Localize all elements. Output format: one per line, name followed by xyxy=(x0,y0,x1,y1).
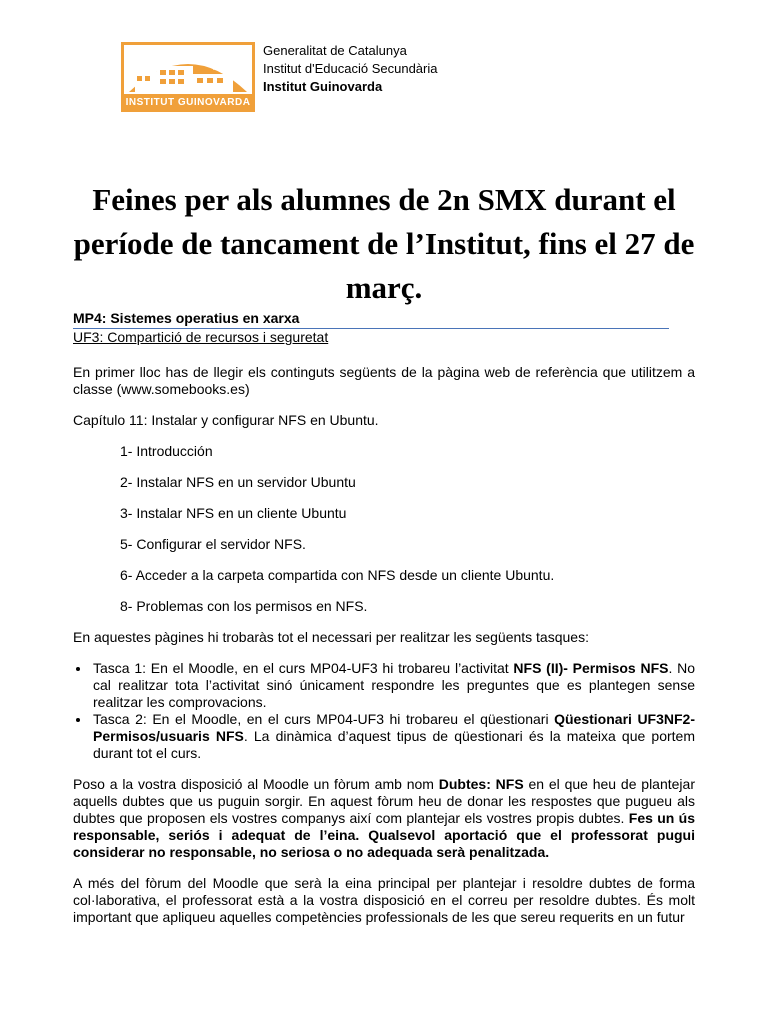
section-list xyxy=(120,443,695,615)
document-body xyxy=(73,310,695,940)
chapter-line: Capítulo 11: Instalar y configurar NFS en Ubuntu. xyxy=(73,412,379,428)
logo-piera-text: PIERA xyxy=(213,66,232,72)
institution-line-2: Institut d'Educació Secundària xyxy=(263,61,438,76)
document-title: Feines per als alumnes de 2n SMX durant el període de tancament de l’Institut, fins el 27 de març. xyxy=(73,182,695,305)
task-item-1: • Tasca 1: En el Moodle, en el curs MP04-UF3 hi trobareu l’activitat NFS (II)- Permisos NFS. No cal realitzar tota l’activitat sinó únicament respondre les preguntes que es plantegen sense realitzar les comprovacions. xyxy=(91,660,695,711)
institution-info xyxy=(263,42,437,96)
task-list xyxy=(73,660,695,762)
closing-paragraph: A més del fòrum del Moodle que serà la eina principal per plantejar i resoldre dubtes de forma col·laborativa, el professorat està a la vostra disposició en el correu per resoldre dubtes. És molt important que apliqueu aquelles competències professionals de les que sereu requerits en un futur xyxy=(73,875,695,925)
intro-paragraph: En primer lloc has de llegir els continguts següents de la pàgina web de referència que utilitzem a classe (www.somebooks.es) xyxy=(73,364,695,397)
section-item: 1- Introducción xyxy=(120,443,213,459)
section-item: 8- Problemas con los permisos en NFS. xyxy=(120,598,368,614)
task-item-2: • Tasca 2: En el Moodle, en el curs MP04-UF3 hi trobareu el qüestionari Qüestionari UF3NF2- Permisos/usuaris NFS. La dinàmica d’aquest tipus de qüestionari és la mateixa que portem durant tot el curs. xyxy=(91,711,695,762)
institution-name: Institut Guinovarda xyxy=(263,79,383,94)
institution-line-1: Generalitat de Catalunya xyxy=(263,43,407,58)
document-header xyxy=(121,42,561,112)
section-item: 2- Instalar NFS en un servidor Ubuntu xyxy=(120,474,356,490)
unit-heading: UF3: Compartició de recursos i seguretat xyxy=(73,329,329,345)
section-item: 6- Acceder a la carpeta compartida con NFS desde un cliente Ubuntu. xyxy=(120,567,555,583)
logo-text: INSTITUT GUINOVARDA xyxy=(125,97,251,108)
section-item: 5- Configurar el servidor NFS. xyxy=(120,536,306,552)
institut-guinovarda-logo xyxy=(121,42,255,112)
forum-paragraph: Poso a la vostra disposició al Moodle un fòrum amb nom Dubtes: NFS en el que heu de plantejar aquells dubtes que us puguin sorgir. En aquest fòrum heu de donar les respostes que pugueu als dubtes que proposen els vostres companys així com plantejar els vostres propis dubtes. Fes un ús responsable, seriós i adequat de l’eina. Qualsevol aportació que el professorat pugui considerar no responsable, no seriosa o no adequada serà penalitzada. xyxy=(73,776,695,860)
module-heading: MP4: Sistemes operatius en xarxa xyxy=(73,310,300,326)
section-item: 3- Instalar NFS en un cliente Ubuntu xyxy=(120,505,347,521)
tasks-intro: En aquestes pàgines hi trobaràs tot el necessari per realitzar les següents tasques: xyxy=(73,629,589,645)
